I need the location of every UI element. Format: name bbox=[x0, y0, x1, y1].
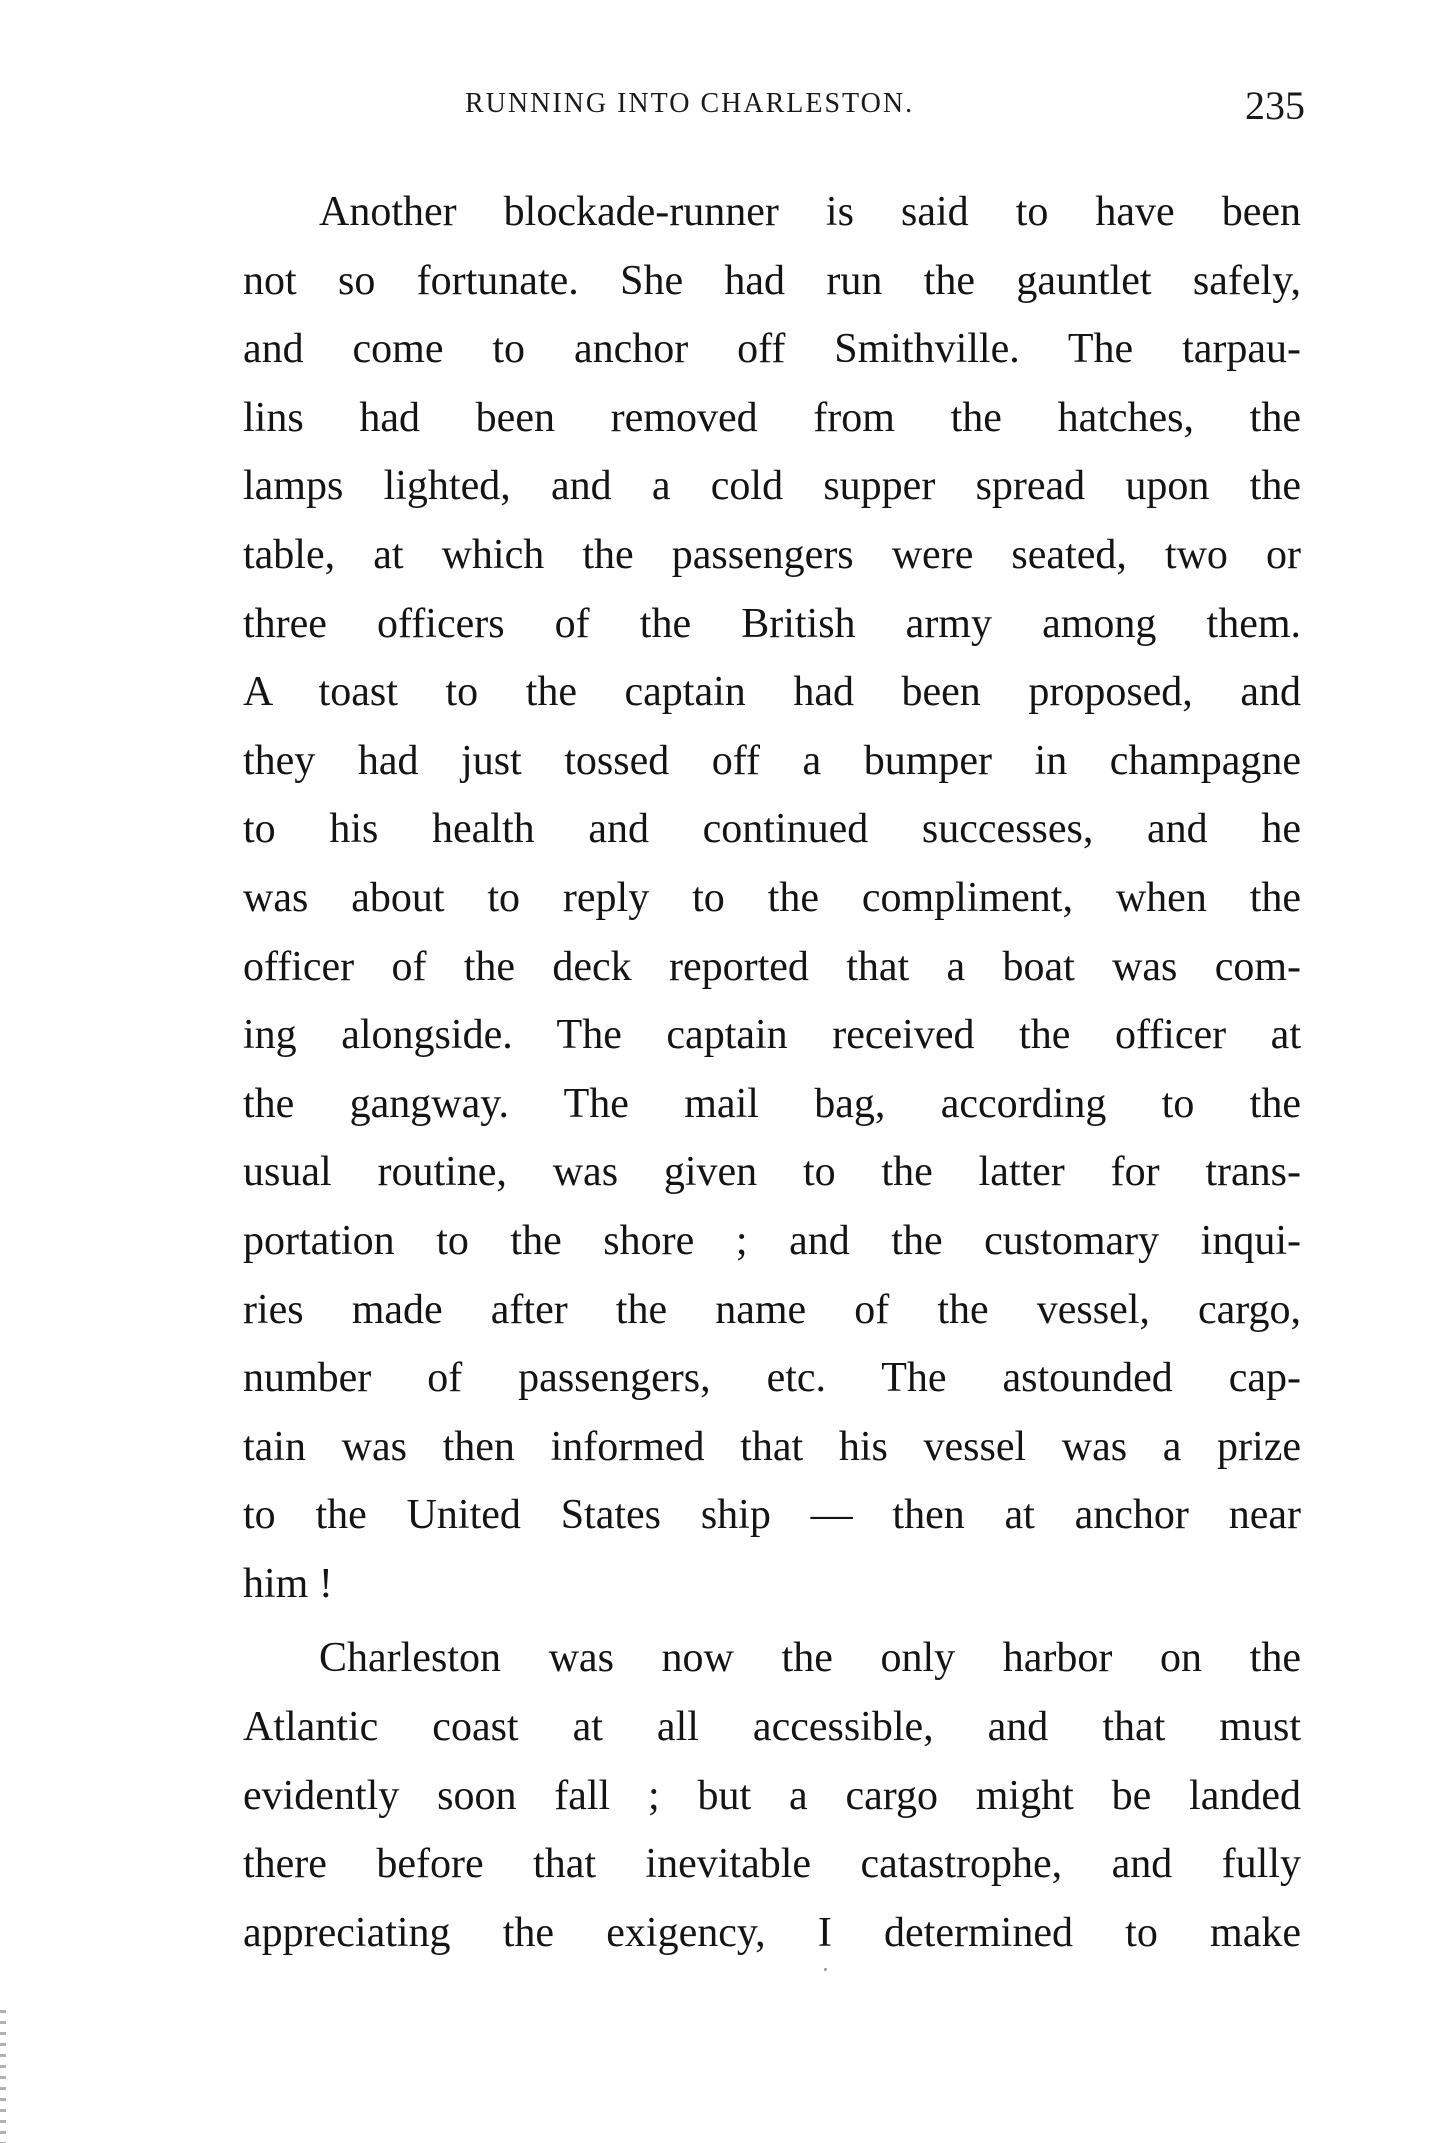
body-text bbox=[243, 178, 1301, 1967]
text-line: evidently soon fall ; but a cargo might be landed bbox=[243, 1772, 1301, 1819]
text-line: portation to the shore ; and the customary inqui- bbox=[243, 1217, 1301, 1264]
text-line: him ! bbox=[243, 1560, 333, 1607]
text-line: table, at which the passengers were seated, two or bbox=[243, 531, 1301, 578]
text-line: number of passengers, etc. The astounded cap- bbox=[243, 1355, 1301, 1402]
text-line: three officers of the British army among them. bbox=[243, 600, 1301, 647]
text-line: appreciating the exigency, I determined to make bbox=[243, 1909, 1301, 1956]
text-line: officer of the deck reported that a boat was com- bbox=[243, 943, 1301, 990]
text-line: there before that inevitable catastrophe, and fully bbox=[243, 1841, 1301, 1888]
text-line: lins had been removed from the hatches, the bbox=[243, 394, 1301, 441]
text-line: ing alongside. The captain received the officer at bbox=[243, 1012, 1301, 1059]
text-line: to his health and continued successes, and he bbox=[243, 806, 1301, 853]
paragraph-1 bbox=[243, 178, 1301, 1618]
scan-edge-marks bbox=[0, 2010, 6, 2143]
paragraph-2 bbox=[243, 1624, 1301, 1967]
page-number: 235 bbox=[1245, 83, 1305, 128]
text-line: usual routine, was given to the latter for trans- bbox=[243, 1149, 1301, 1196]
paper-speck bbox=[824, 1968, 827, 1971]
text-line: Another blockade-runner is said to have been bbox=[319, 189, 1301, 235]
running-title: RUNNING INTO CHARLESTON. bbox=[465, 88, 915, 119]
text-line: was about to reply to the compliment, when the bbox=[243, 874, 1301, 921]
text-line: they had just tossed off a bumper in champagne bbox=[243, 737, 1301, 784]
text-line: ries made after the name of the vessel, cargo, bbox=[243, 1286, 1301, 1333]
text-line: tain was then informed that his vessel was a prize bbox=[243, 1423, 1301, 1470]
text-line: Charleston was now the only harbor on the bbox=[319, 1635, 1301, 1682]
text-line: A toast to the captain had been proposed, and bbox=[243, 669, 1301, 716]
running-head bbox=[465, 82, 1305, 126]
text-line: lamps lighted, and a cold supper spread upon the bbox=[243, 463, 1301, 510]
text-line: the gangway. The mail bag, according to the bbox=[243, 1080, 1301, 1127]
text-line: Atlantic coast at all accessible, and that must bbox=[243, 1704, 1301, 1751]
text-line: and come to anchor off Smithville. The tarpau- bbox=[243, 326, 1301, 373]
text-line: not so fortunate. She had run the gauntlet safely, bbox=[243, 257, 1301, 304]
text-line: to the United States ship — then at anchor near bbox=[243, 1492, 1301, 1539]
